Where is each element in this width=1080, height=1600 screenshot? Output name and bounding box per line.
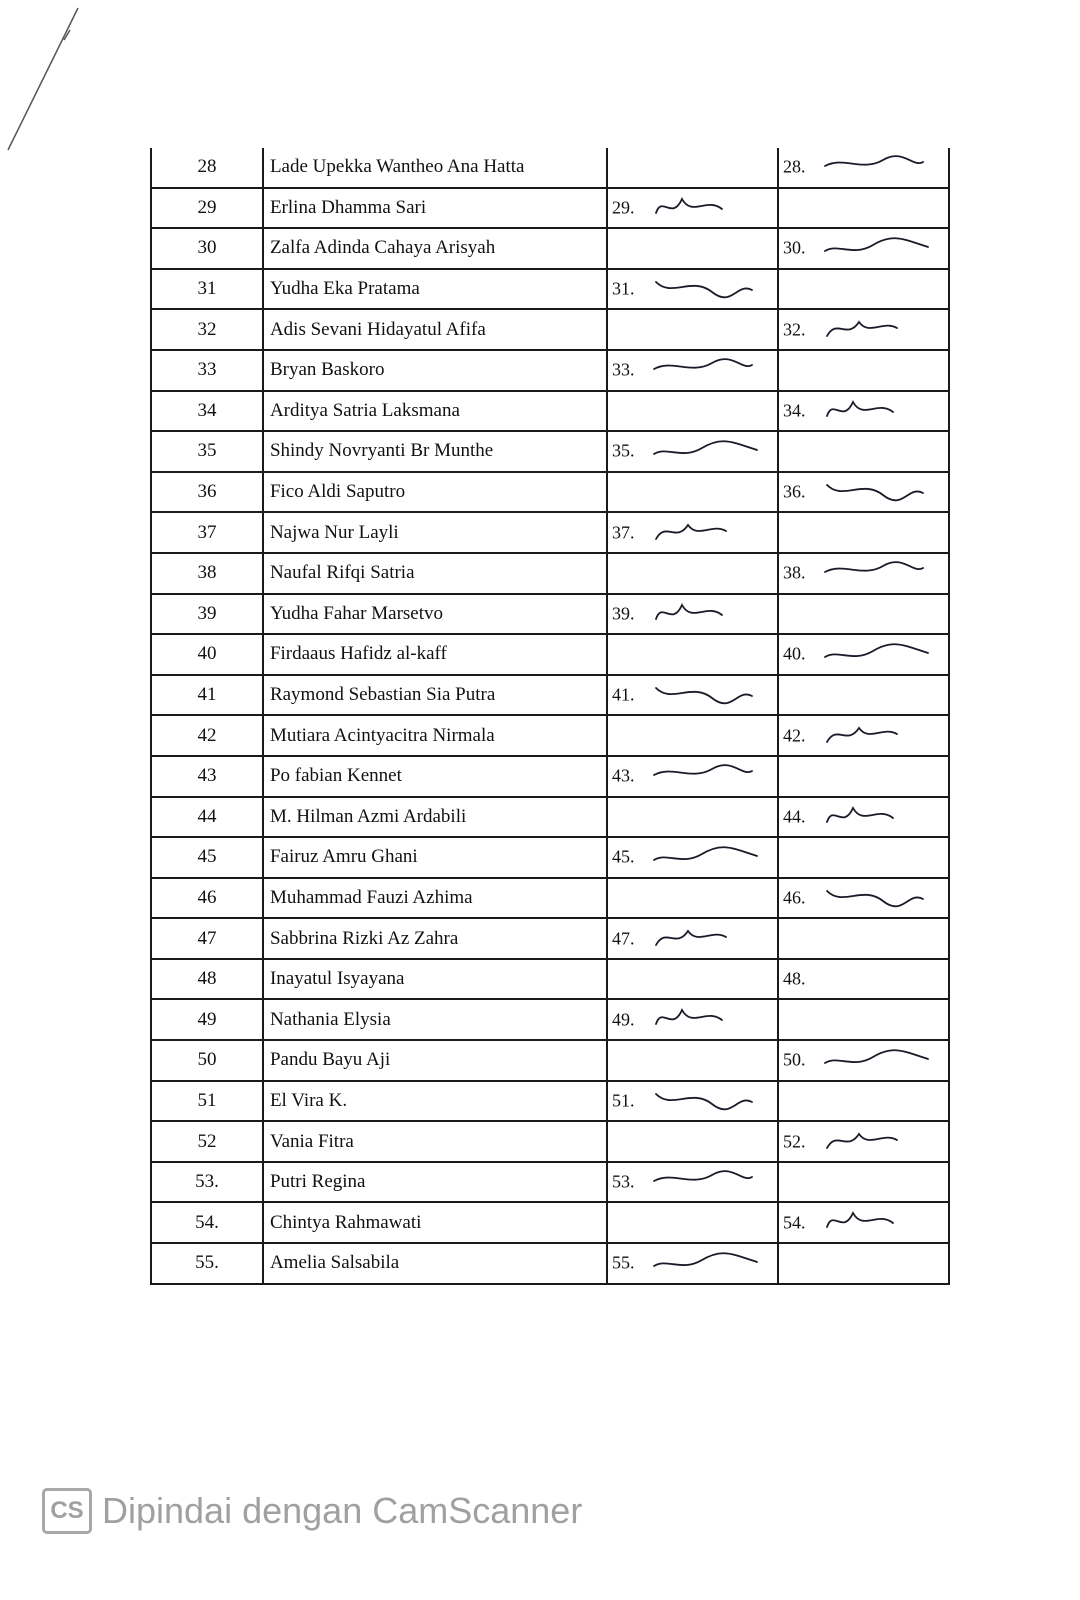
signature-cell-right: [778, 756, 949, 797]
student-name: Mutiara Acintyacitra Nirmala: [263, 715, 607, 756]
signature-number: 37.: [611, 522, 635, 543]
student-name: Najwa Nur Layli: [263, 512, 607, 553]
signature-cell-left: [607, 634, 778, 675]
watermark-text: Dipindai dengan CamScanner: [102, 1490, 583, 1531]
table-row: [151, 472, 949, 513]
table-row: [151, 837, 949, 878]
table-row: [151, 431, 949, 472]
handwritten-signature-icon: [823, 637, 933, 671]
signature-cell-left: [607, 1040, 778, 1081]
row-number: 42: [151, 715, 263, 756]
signature-number: 34.: [782, 400, 806, 421]
row-number: 30: [151, 228, 263, 269]
handwritten-signature-icon: [652, 1084, 762, 1118]
handwritten-signature-icon: [652, 840, 762, 874]
signature-number: 51.: [611, 1090, 635, 1111]
row-number: 55.: [151, 1243, 263, 1284]
signature-cell-left: [607, 797, 778, 838]
student-name: Bryan Baskoro: [263, 350, 607, 391]
signature-cell-left: [607, 431, 778, 472]
row-number: 32: [151, 309, 263, 350]
table-row: [151, 309, 949, 350]
row-number: 36: [151, 472, 263, 513]
signature-cell-left: [607, 309, 778, 350]
student-name: Naufal Rifqi Satria: [263, 553, 607, 594]
signature-cell-right: [778, 188, 949, 229]
row-number: 28: [151, 148, 263, 188]
row-number: 49: [151, 999, 263, 1040]
signature-number: 30.: [782, 237, 806, 258]
signature-cell-right: [778, 391, 949, 432]
handwritten-signature-icon: [652, 353, 762, 387]
signature-number: 55.: [611, 1252, 635, 1273]
signature-cell-left: [607, 512, 778, 553]
row-number: 34: [151, 391, 263, 432]
signature-number: 35.: [611, 440, 635, 461]
table-row: [151, 269, 949, 310]
student-name: Pandu Bayu Aji: [263, 1040, 607, 1081]
signature-number: 47.: [611, 928, 635, 949]
signature-cell-right: [778, 837, 949, 878]
row-number: 35: [151, 431, 263, 472]
handwritten-signature-icon: [823, 231, 933, 265]
student-name: Nathania Elysia: [263, 999, 607, 1040]
signature-number: 46.: [782, 887, 806, 908]
student-name: Adis Sevani Hidayatul Afifa: [263, 309, 607, 350]
row-number: 45: [151, 837, 263, 878]
scan-edge-mark: [0, 0, 100, 180]
handwritten-signature-icon: [823, 1043, 933, 1077]
row-number: 41: [151, 675, 263, 716]
student-name: Raymond Sebastian Sia Putra: [263, 675, 607, 716]
handwritten-signature-icon: [652, 515, 762, 549]
handwritten-signature-icon: [652, 678, 762, 712]
signature-number: 39.: [611, 603, 635, 624]
signature-number: 31.: [611, 278, 635, 299]
table-row: [151, 1202, 949, 1243]
signature-number: 48.: [782, 968, 806, 989]
row-number: 31: [151, 269, 263, 310]
table-row: [151, 756, 949, 797]
attendance-table: [150, 148, 950, 1285]
student-name: Inayatul Isyayana: [263, 959, 607, 1000]
signature-cell-left: [607, 837, 778, 878]
signature-number: 49.: [611, 1009, 635, 1030]
signature-cell-left: [607, 148, 778, 188]
signature-cell-left: [607, 269, 778, 310]
handwritten-signature-icon: [823, 150, 933, 184]
signature-cell-right: [778, 959, 949, 1000]
student-name: Putri Regina: [263, 1162, 607, 1203]
row-number: 48: [151, 959, 263, 1000]
signature-cell-right: [778, 309, 949, 350]
table-row: [151, 228, 949, 269]
handwritten-signature-icon: [823, 800, 933, 834]
signature-cell-right: [778, 1202, 949, 1243]
table-row: [151, 148, 949, 188]
signature-number: 45.: [611, 846, 635, 867]
signature-cell-left: [607, 959, 778, 1000]
row-number: 37: [151, 512, 263, 553]
signature-number: 54.: [782, 1212, 806, 1233]
signature-cell-right: [778, 512, 949, 553]
signature-number: 38.: [782, 562, 806, 583]
table-row: [151, 188, 949, 229]
row-number: 51: [151, 1081, 263, 1122]
signature-number: 40.: [782, 643, 806, 664]
handwritten-signature-icon: [823, 312, 933, 346]
handwritten-signature-icon: [823, 475, 933, 509]
signature-cell-left: [607, 1162, 778, 1203]
table-row: [151, 594, 949, 635]
row-number: 53.: [151, 1162, 263, 1203]
signature-cell-right: [778, 1040, 949, 1081]
student-name: Shindy Novryanti Br Munthe: [263, 431, 607, 472]
signature-cell-right: [778, 797, 949, 838]
student-name: Muhammad Fauzi Azhima: [263, 878, 607, 919]
camscanner-logo-icon: CS: [42, 1488, 92, 1534]
table-row: [151, 675, 949, 716]
signature-number: 42.: [782, 725, 806, 746]
row-number: 46: [151, 878, 263, 919]
student-name: Lade Upekka Wantheo Ana Hatta: [263, 148, 607, 188]
table-row: [151, 350, 949, 391]
signature-cell-left: [607, 553, 778, 594]
row-number: 29: [151, 188, 263, 229]
signature-cell-left: [607, 594, 778, 635]
row-number: 38: [151, 553, 263, 594]
signature-number: 29.: [611, 197, 635, 218]
signature-cell-left: [607, 918, 778, 959]
signature-number: 32.: [782, 319, 806, 340]
handwritten-signature-icon: [652, 921, 762, 955]
signature-cell-left: [607, 715, 778, 756]
signature-number: 52.: [782, 1131, 806, 1152]
signature-number: 50.: [782, 1049, 806, 1070]
row-number: 47: [151, 918, 263, 959]
table-row: [151, 959, 949, 1000]
signature-cell-right: [778, 472, 949, 513]
handwritten-signature-icon: [652, 1002, 762, 1036]
table-row: [151, 1162, 949, 1203]
signature-cell-left: [607, 1243, 778, 1284]
row-number: 52: [151, 1121, 263, 1162]
student-name: Chintya Rahmawati: [263, 1202, 607, 1243]
table-row: [151, 1121, 949, 1162]
student-name: Yudha Eka Pratama: [263, 269, 607, 310]
student-name: Sabbrina Rizki Az Zahra: [263, 918, 607, 959]
row-number: 50: [151, 1040, 263, 1081]
handwritten-signature-icon: [652, 434, 762, 468]
row-number: 33: [151, 350, 263, 391]
table-row: [151, 1243, 949, 1284]
signature-number: 36.: [782, 481, 806, 502]
student-name: Firdaaus Hafidz al-kaff: [263, 634, 607, 675]
student-name: Po fabian Kennet: [263, 756, 607, 797]
signature-cell-left: [607, 228, 778, 269]
signature-cell-right: [778, 1081, 949, 1122]
signature-cell-left: [607, 350, 778, 391]
signature-cell-right: [778, 675, 949, 716]
signature-cell-left: [607, 472, 778, 513]
table-row: [151, 999, 949, 1040]
signature-cell-right: [778, 1121, 949, 1162]
signature-cell-left: [607, 1202, 778, 1243]
signature-cell-right: [778, 878, 949, 919]
student-name: Arditya Satria Laksmana: [263, 391, 607, 432]
row-number: 39: [151, 594, 263, 635]
handwritten-signature-icon: [823, 718, 933, 752]
signature-number: 33.: [611, 359, 635, 380]
signature-number: 44.: [782, 806, 806, 827]
handwritten-signature-icon: [823, 394, 933, 428]
student-name: Fairuz Amru Ghani: [263, 837, 607, 878]
signature-number: 43.: [611, 765, 635, 786]
student-name: El Vira K.: [263, 1081, 607, 1122]
signature-cell-left: [607, 391, 778, 432]
signature-cell-right: [778, 269, 949, 310]
row-number: 44: [151, 797, 263, 838]
signature-cell-right: [778, 1162, 949, 1203]
camscanner-watermark: [42, 1488, 582, 1534]
signature-cell-left: [607, 1121, 778, 1162]
signature-cell-right: [778, 918, 949, 959]
table-row: [151, 715, 949, 756]
signature-cell-right: [778, 999, 949, 1040]
table-row: [151, 634, 949, 675]
signature-cell-right: [778, 228, 949, 269]
signature-cell-left: [607, 756, 778, 797]
signature-cell-left: [607, 675, 778, 716]
signature-cell-right: [778, 148, 949, 188]
handwritten-signature-icon: [823, 1124, 933, 1158]
handwritten-signature-icon: [823, 556, 933, 590]
row-number: 43: [151, 756, 263, 797]
signature-cell-left: [607, 1081, 778, 1122]
student-name: Amelia Salsabila: [263, 1243, 607, 1284]
handwritten-signature-icon: [652, 1246, 762, 1280]
signature-cell-left: [607, 878, 778, 919]
handwritten-signature-icon: [652, 1165, 762, 1199]
table-row: [151, 553, 949, 594]
handwritten-signature-icon: [652, 191, 762, 225]
handwritten-signature-icon: [652, 597, 762, 631]
signature-cell-right: [778, 1243, 949, 1284]
signature-cell-right: [778, 350, 949, 391]
table-row: [151, 1040, 949, 1081]
table-row: [151, 391, 949, 432]
student-name: Fico Aldi Saputro: [263, 472, 607, 513]
handwritten-signature-icon: [823, 881, 933, 915]
row-number: 54.: [151, 1202, 263, 1243]
student-name: Zalfa Adinda Cahaya Arisyah: [263, 228, 607, 269]
handwritten-signature-icon: [652, 759, 762, 793]
table-row: [151, 512, 949, 553]
signature-cell-right: [778, 431, 949, 472]
student-name: Vania Fitra: [263, 1121, 607, 1162]
signature-number: 53.: [611, 1171, 635, 1192]
signature-cell-right: [778, 715, 949, 756]
handwritten-signature-icon: [652, 272, 762, 306]
student-name: Yudha Fahar Marsetvo: [263, 594, 607, 635]
student-name: M. Hilman Azmi Ardabili: [263, 797, 607, 838]
table-row: [151, 797, 949, 838]
row-number: 40: [151, 634, 263, 675]
table-row: [151, 878, 949, 919]
signature-number: 41.: [611, 684, 635, 705]
handwritten-signature-icon: [823, 1205, 933, 1239]
signature-cell-right: [778, 553, 949, 594]
signature-cell-left: [607, 999, 778, 1040]
table-row: [151, 1081, 949, 1122]
signature-cell-right: [778, 634, 949, 675]
signature-cell-left: [607, 188, 778, 229]
signature-cell-right: [778, 594, 949, 635]
signature-number: 28.: [782, 156, 806, 177]
table-row: [151, 918, 949, 959]
student-name: Erlina Dhamma Sari: [263, 188, 607, 229]
